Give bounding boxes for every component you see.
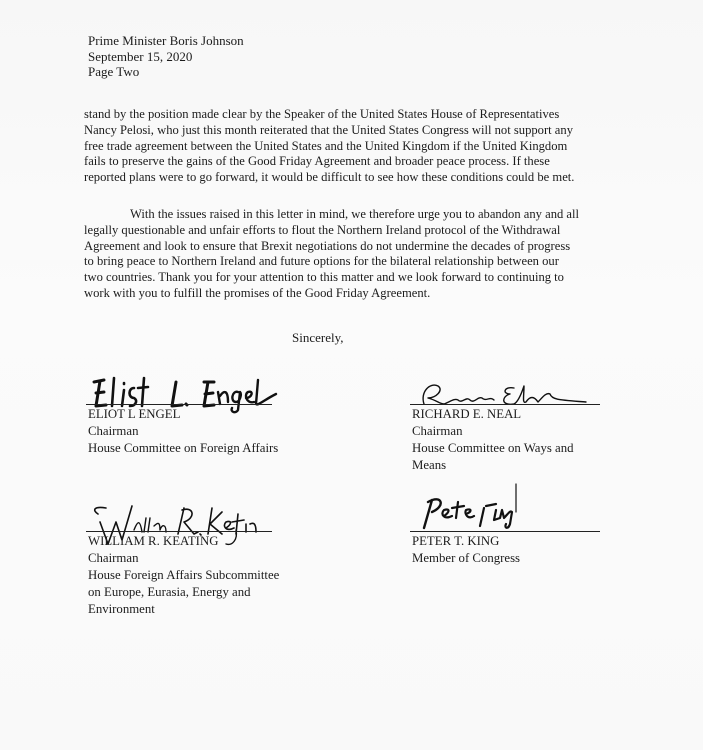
king-signature-line bbox=[410, 531, 600, 532]
paragraph-line: free trade agreement between the United States and the United Kingdom if the United Kingdom bbox=[84, 138, 568, 153]
date-line: September 15, 2020 bbox=[88, 48, 193, 64]
signatory-title: House Foreign Affairs Subcommittee bbox=[88, 568, 280, 582]
letter-header bbox=[88, 33, 244, 80]
paragraph-line: fails to preserve the gains of the Good Friday Agreement and broader peace process. If these bbox=[84, 154, 550, 169]
signatory-name: PETER T. KING bbox=[412, 534, 500, 548]
body-paragraph-2 bbox=[84, 207, 644, 302]
page-number-line: Page Two bbox=[88, 64, 140, 79]
paragraph-line: two countries. Thank you for your attention to this matter and we look forward to continuing to bbox=[84, 270, 564, 285]
closing-salutation: Sincerely, bbox=[292, 330, 344, 345]
signatory-title: Chairman bbox=[88, 551, 139, 565]
recipient-line: Prime Minister Boris Johnson bbox=[88, 33, 244, 48]
paragraph-line: With the issues raised in this letter in mind, we therefore urge you to abandon any and all bbox=[130, 207, 580, 221]
signatory-king bbox=[412, 533, 520, 567]
signatory-engel bbox=[88, 406, 278, 457]
body-paragraph-1 bbox=[84, 107, 644, 186]
signatory-title: Environment bbox=[88, 602, 155, 616]
keating-signature-line bbox=[86, 531, 272, 532]
signatory-title: on Europe, Eurasia, Energy and bbox=[88, 585, 251, 599]
signatory-title: House Committee on Foreign Affairs bbox=[88, 441, 279, 455]
signatory-name: RICHARD E. NEAL bbox=[412, 407, 522, 421]
signatory-title: House Committee on Ways and bbox=[412, 441, 574, 455]
paragraph-line: Agreement and look to ensure that Brexit negotiations do not undermine the decades of progress bbox=[84, 238, 571, 253]
paragraph-line: to bring peace to Northern Ireland and future options for the bilateral relationship between our bbox=[84, 254, 559, 269]
paragraph-line: Nancy Pelosi, who just this month reiterated that the United States Congress will not support any bbox=[84, 122, 573, 137]
paragraph-line: reported plans were to go forward, it would be difficult to see how these conditions could be met. bbox=[84, 170, 575, 185]
signatory-name: ELIOT L ENGEL bbox=[88, 407, 181, 421]
paragraph-line: stand by the position made clear by the Speaker of the United States House of Representatives bbox=[84, 107, 560, 121]
engel-signature-line bbox=[86, 404, 272, 405]
signatory-title: Member of Congress bbox=[412, 551, 521, 565]
king-signature-image bbox=[410, 484, 610, 532]
paragraph-line: legally questionable and unfair efforts to flout the Northern Ireland protocol of the Withdrawal bbox=[84, 222, 561, 237]
neal-signature-line bbox=[410, 404, 600, 405]
signatory-title: Chairman bbox=[88, 424, 139, 438]
signatory-title: Means bbox=[412, 458, 447, 472]
signatory-keating bbox=[88, 533, 279, 618]
signatory-title: Chairman bbox=[412, 424, 463, 438]
paragraph-line: work with you to fulfill the promises of the Good Friday Agreement. bbox=[84, 285, 431, 300]
signatory-name: WILLIAM R. KEATING bbox=[88, 534, 219, 548]
signatory-neal bbox=[412, 406, 574, 474]
